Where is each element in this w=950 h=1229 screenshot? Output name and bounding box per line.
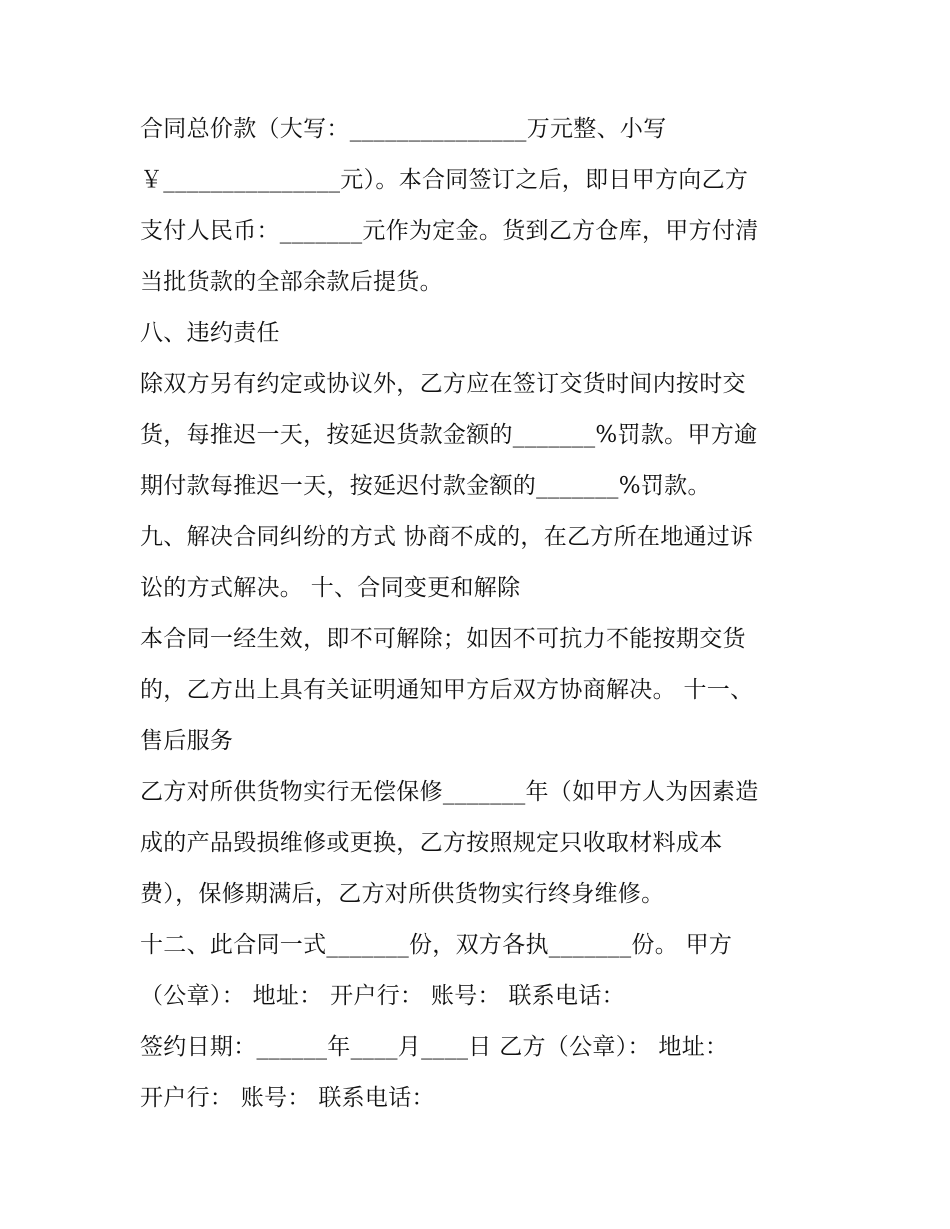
section-heading-breach: 八、违约责任: [140, 320, 280, 346]
text-line-breach-1: 除双方另有约定或协议外，乙方应在签订交货时间内按时交: [140, 371, 746, 397]
text-line-breach-3: 期付款每推迟一天，按延迟付款金额的_______%罚款。: [140, 473, 711, 499]
text-line-party-a-info: （公章）： 地址： 开户行： 账号： 联系电话：: [140, 983, 625, 1009]
text-line-warranty-2: 成的产品毁损维修或更换，乙方按照规定只收取材料成本: [140, 830, 723, 856]
section-heading-after-sales: 售后服务: [140, 728, 234, 754]
text-line-warranty-1: 乙方对所供货物实行无偿保修_______年（如甲方人为因素造: [140, 779, 759, 805]
text-line-total-price: 合同总价款（大写：_______________万元整、小写: [140, 116, 667, 142]
text-line-warranty-3: 费），保修期满后，乙方对所供货物实行终身维修。: [140, 881, 665, 907]
text-line-signing-date: 签约日期：______年____月____日 乙方（公章）： 地址：: [140, 1034, 729, 1060]
text-line-breach-2: 货，每推迟一天，按延迟货款金额的_______%罚款。甲方逾: [140, 422, 758, 448]
text-line-deposit-amount: 支付人民币：_______元作为定金。货到乙方仓库，甲方付清: [140, 218, 759, 244]
text-line-dispute-1: 九、解决合同纠纷的方式 协商不成的，在乙方所在地通过诉: [140, 524, 754, 550]
text-line-copies: 十二、此合同一式_______份，双方各执_______份。 甲方: [140, 932, 733, 958]
text-line-termination-2: 的，乙方出上具有关证明通知甲方后双方协商解决。 十一、: [140, 677, 754, 703]
text-line-deposit-terms: ￥_______________元）。本合同签订之后，即日甲方向乙方: [140, 167, 749, 193]
text-line-pickup: 当批货款的全部余款后提货。: [140, 269, 443, 295]
text-line-termination-1: 本合同一经生效，即不可解除；如因不可抗力不能按期交货: [140, 626, 746, 652]
contract-text: [140, 104, 820, 1124]
text-line-dispute-2: 讼的方式解决。 十、合同变更和解除: [140, 575, 521, 601]
text-line-party-b-info: 开户行： 账号： 联系电话：: [140, 1085, 435, 1111]
